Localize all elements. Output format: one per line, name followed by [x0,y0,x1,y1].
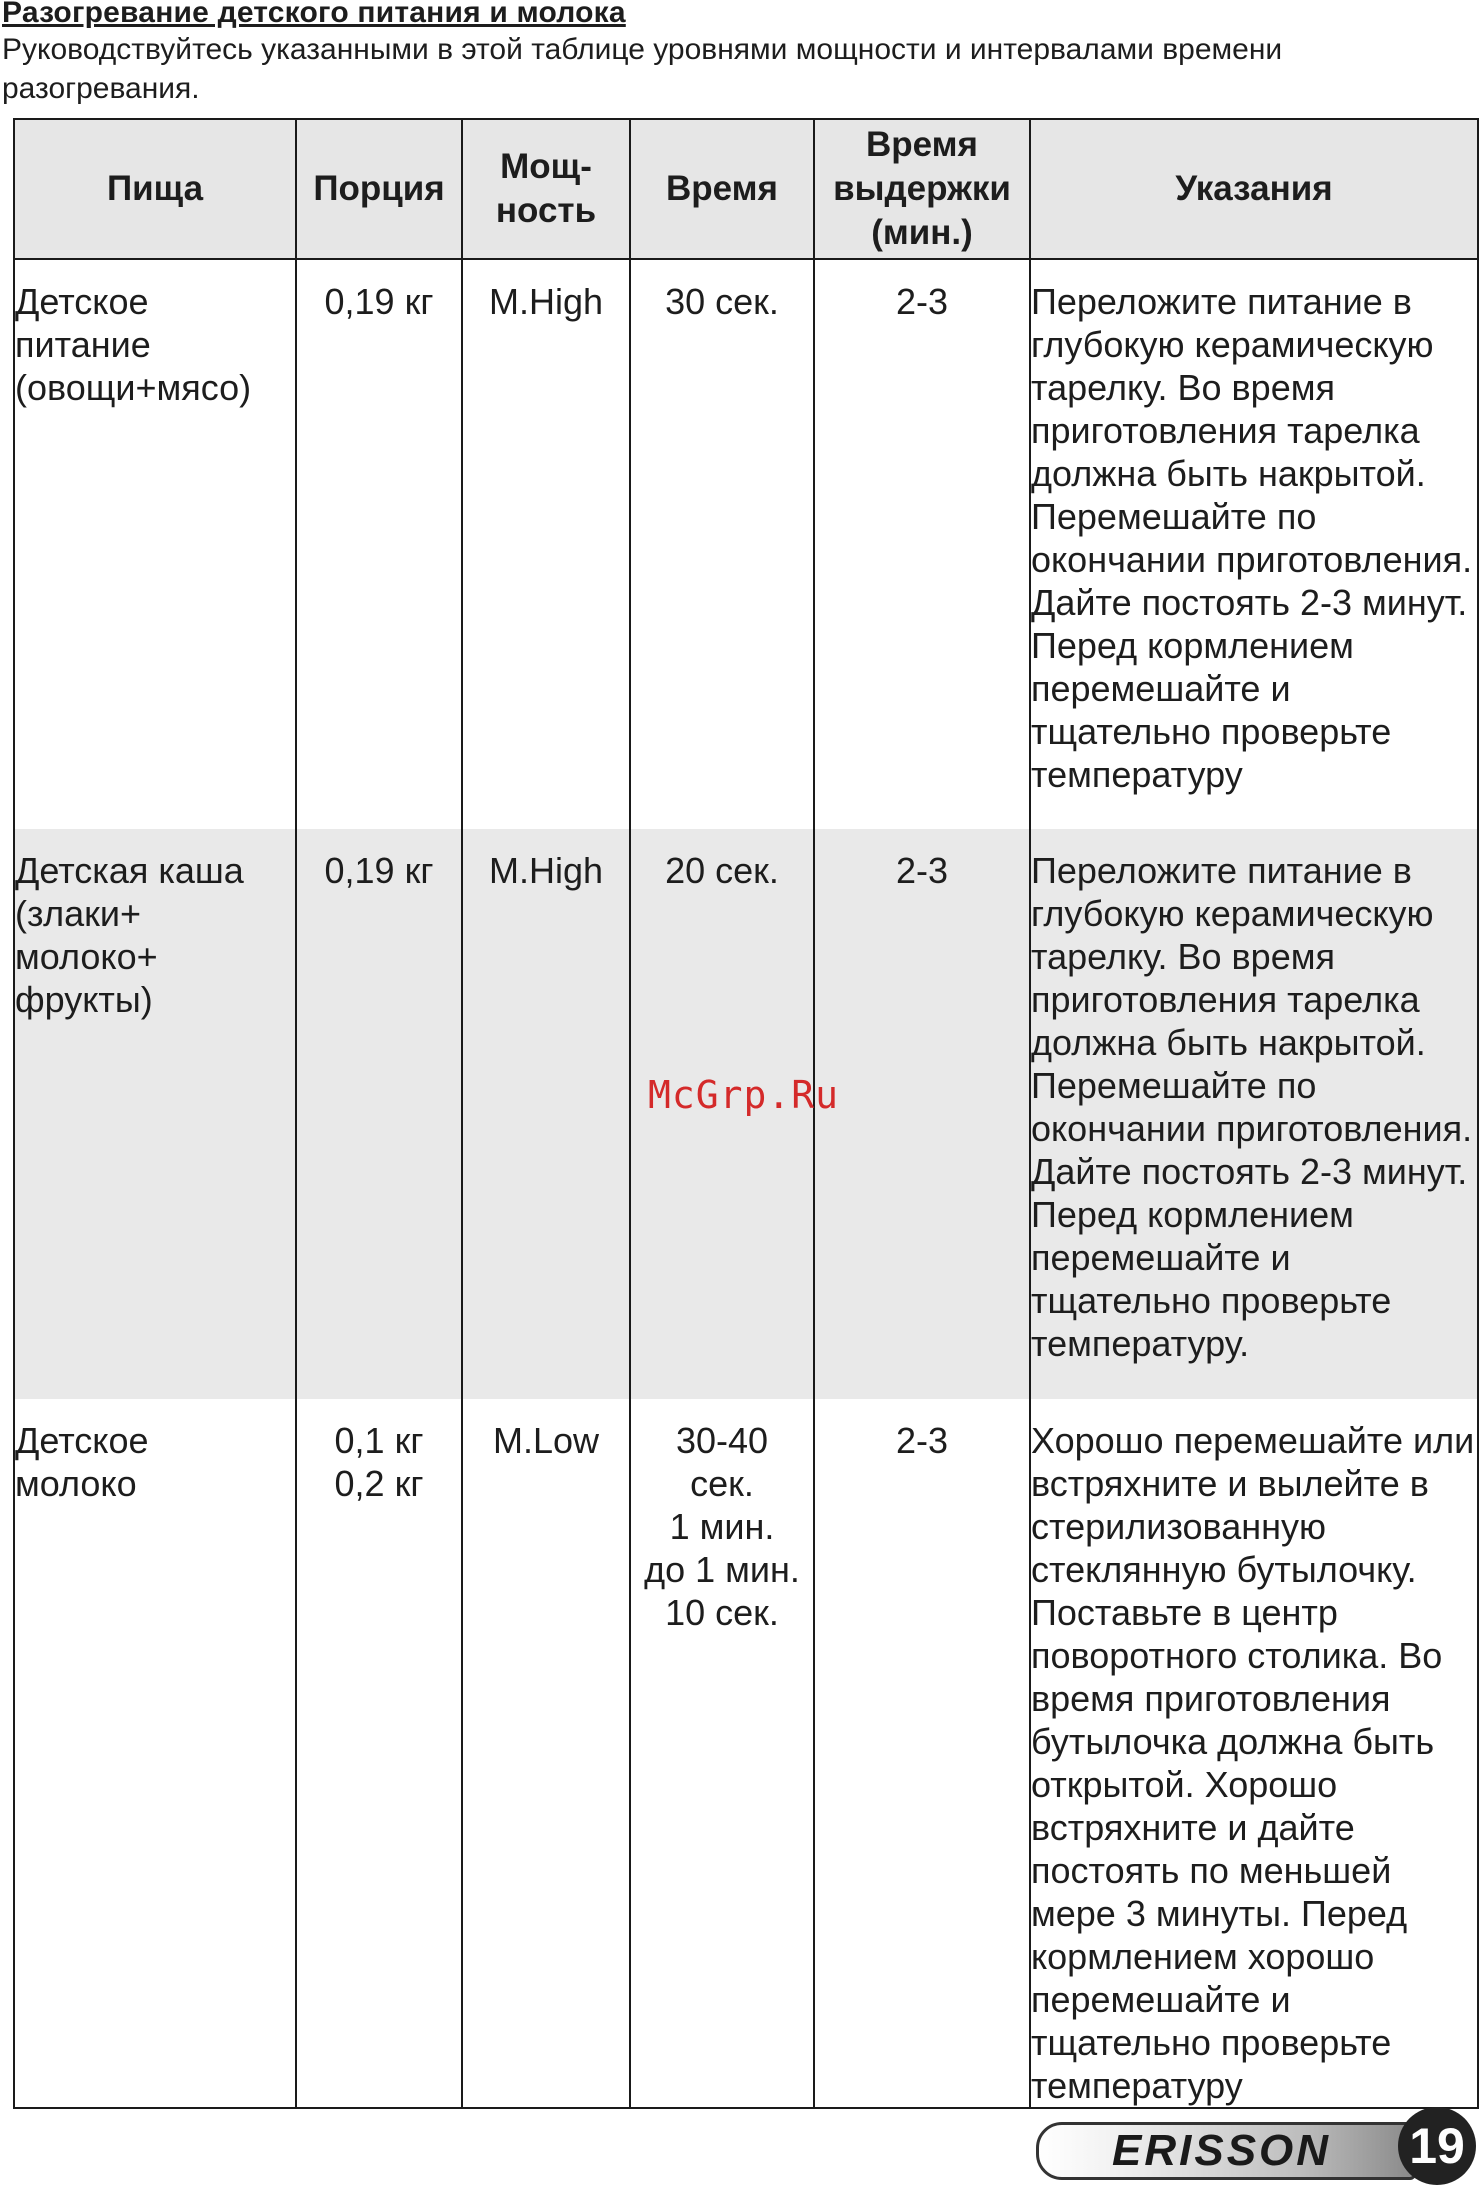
header-power: Мощ- ность [462,119,630,259]
cell-power: M.High [462,829,630,1399]
header-time: Время [630,119,814,259]
cell-time: 20 сек. [630,829,814,1399]
cell-portion: 0,1 кг 0,2 кг [296,1399,462,2108]
header-standing-time: Время выдержки (мин.) [814,119,1030,259]
cell-time: 30 сек. [630,259,814,829]
header-portion: Порция [296,119,462,259]
cell-standing-time: 2-3 [814,829,1030,1399]
cell-notes: Хорошо перемешайте или встряхните и вылейте в стерилизованную стеклянную бутылочку. Поставьте в центр поворотного столика. Во время приготовления бутылочка должна быть открытой. Хорошо встряхните и дайте постоять по меньшей мере 3 минуты. Перед кормлением хорошо перемешайте и тщательно проверьте температуру [1030,1399,1478,2108]
cell-standing-time: 2-3 [814,259,1030,829]
intro-text: Руководствуйтесь указанными в этой таблице уровнями мощности и интервалами времени разогревания. [2,33,1283,105]
table-header-row [14,119,1478,259]
cell-standing-time: 2-3 [814,1399,1030,2108]
cell-notes: Переложите питание в глубокую керамическую тарелку. Во время приготовления тарелка должна быть накрытой. Перемешайте по окончании приготовления. Дайте постоять 2-3 минут. Перед кормлением перемешайте и тщательно проверьте температуру [1030,259,1478,829]
cell-portion: 0,19 кг [296,829,462,1399]
cell-food: Детское молоко [14,1399,296,2108]
table-row [14,259,1478,829]
header-notes: Указания [1030,119,1478,259]
watermark: McGrp.Ru [648,1073,840,1117]
header-food: Пища [14,119,296,259]
cell-food: Детская каша (злаки+ молоко+ фрукты) [14,829,296,1399]
brand-logo: ERISSON [1112,2126,1332,2175]
cell-power: M.Low [462,1399,630,2108]
cell-notes: Переложите питание в глубокую керамическую тарелку. Во время приготовления тарелка должна быть накрытой. Перемешайте по окончании приготовления. Дайте постоять 2-3 минут. Перед кормлением перемешайте и тщательно проверьте температуру. [1030,829,1478,1399]
cell-food: Детское питание (овощи+мясо) [14,259,296,829]
table-row [14,1399,1478,2108]
cell-power: M.High [462,259,630,829]
cell-time: 30-40 сек. 1 мин. до 1 мин. 10 сек. [630,1399,814,2108]
section-title: Разогревание детского питания и молока [2,0,626,29]
cell-portion: 0,19 кг [296,259,462,829]
page-number: 19 [1398,2107,1476,2185]
